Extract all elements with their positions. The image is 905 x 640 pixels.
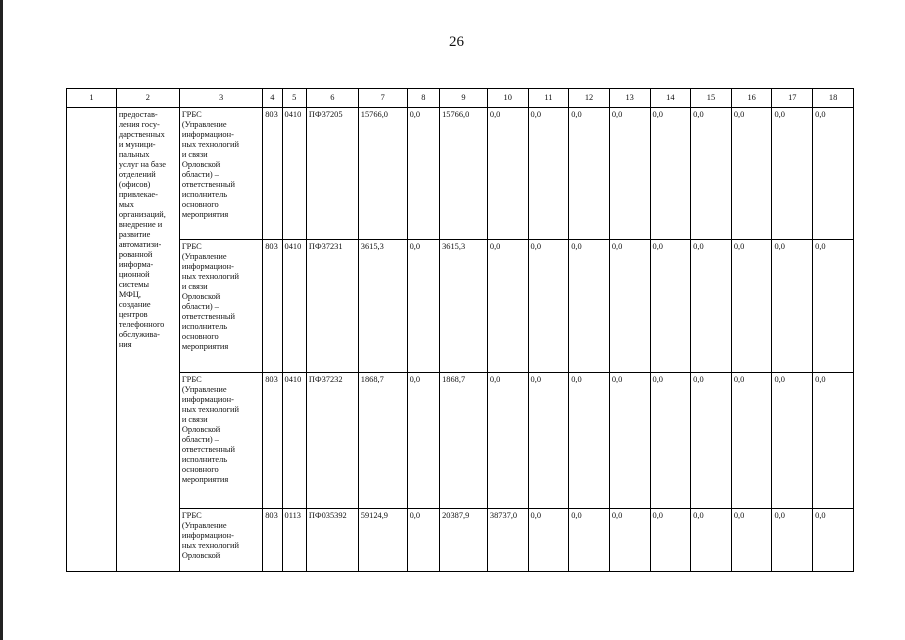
cell-col15: 0,0 — [691, 373, 732, 509]
cell-col6: ПФ37205 — [306, 108, 358, 240]
cell-col5: 0113 — [282, 509, 306, 572]
executor-text-line: информацион- — [181, 395, 234, 404]
event-description-line: автоматизи- — [118, 240, 162, 249]
event-description — [119, 110, 177, 350]
cell-col15: 0,0 — [691, 240, 732, 373]
header-cell-6: 6 — [306, 89, 358, 108]
cell-col18: 0,0 — [813, 373, 854, 509]
event-description-line: развитие — [118, 230, 151, 239]
cell-executor — [179, 240, 262, 373]
executor-text-line: и связи — [181, 415, 208, 424]
cell-col6: ПФ37231 — [306, 240, 358, 373]
event-description-line: центров — [118, 310, 148, 319]
table-row — [67, 509, 854, 572]
event-description-line: (офисов) — [118, 180, 151, 189]
header-cell-11: 11 — [528, 89, 569, 108]
executor-text — [182, 110, 260, 220]
header-cell-16: 16 — [731, 89, 772, 108]
budget-table — [66, 88, 854, 572]
event-description-line: создание — [118, 300, 151, 309]
header-cell-14: 14 — [650, 89, 691, 108]
header-cell-12: 12 — [569, 89, 610, 108]
executor-text-line: ных технологий — [181, 140, 240, 149]
cell-col5: 0410 — [282, 373, 306, 509]
executor-text-line: исполнитель — [181, 322, 228, 331]
cell-col5: 0410 — [282, 108, 306, 240]
executor-text-line: мероприятия — [181, 475, 229, 484]
executor-text-line: (Управление — [181, 252, 227, 261]
header-cell-2: 2 — [116, 89, 179, 108]
header-cell-4: 4 — [263, 89, 282, 108]
page-left-edge — [0, 0, 3, 640]
event-description-line: ления госу- — [118, 120, 160, 129]
cell-col4: 803 — [263, 509, 282, 572]
event-description-line: обслужива- — [118, 330, 160, 339]
cell-col6: ПФ035392 — [306, 509, 358, 572]
table-row — [67, 373, 854, 509]
event-description-line: телефонного — [118, 320, 165, 329]
cell-col7: 59124,9 — [358, 509, 407, 572]
cell-col9: 1868,7 — [440, 373, 488, 509]
event-description-line: внедрение и — [118, 220, 163, 229]
executor-text — [182, 242, 260, 352]
cell-col17: 0,0 — [772, 108, 813, 240]
cell-col10: 0,0 — [487, 108, 528, 240]
header-cell-8: 8 — [407, 89, 440, 108]
cell-col5: 0410 — [282, 240, 306, 373]
table-row — [67, 108, 854, 240]
header-cell-17: 17 — [772, 89, 813, 108]
executor-text-line: информацион- — [181, 531, 234, 540]
executor-text-line: ных технологий — [181, 272, 240, 281]
cell-col17: 0,0 — [772, 509, 813, 572]
cell-col9: 3615,3 — [440, 240, 488, 373]
cell-executor — [179, 108, 262, 240]
header-cell-9: 9 — [440, 89, 488, 108]
cell-col1-empty — [67, 108, 117, 572]
cell-col16: 0,0 — [731, 108, 772, 240]
event-description-line: отделений — [118, 170, 156, 179]
cell-col7: 15766,0 — [358, 108, 407, 240]
executor-text-line: ГРБС — [181, 511, 202, 520]
cell-col18: 0,0 — [813, 240, 854, 373]
event-description-line: ния — [118, 340, 132, 349]
cell-col14: 0,0 — [650, 509, 691, 572]
cell-col10: 0,0 — [487, 373, 528, 509]
cell-col18: 0,0 — [813, 108, 854, 240]
cell-executor — [179, 373, 262, 509]
executor-text-line: информацион- — [181, 262, 234, 271]
cell-col9: 15766,0 — [440, 108, 488, 240]
executor-text-line: ных технологий — [181, 405, 240, 414]
executor-text — [182, 375, 260, 485]
executor-text-line: Орловской — [181, 160, 221, 169]
event-description-line: организаций, — [118, 210, 166, 219]
executor-text-line: (Управление — [181, 385, 227, 394]
executor-text-line: основного — [181, 332, 219, 341]
header-cell-1: 1 — [67, 89, 117, 108]
table-row — [67, 240, 854, 373]
event-description-line: рованной — [118, 250, 153, 259]
cell-col11: 0,0 — [528, 373, 569, 509]
header-cell-7: 7 — [358, 89, 407, 108]
cell-col4: 803 — [263, 240, 282, 373]
cell-col11: 0,0 — [528, 509, 569, 572]
executor-text-line: области) – — [181, 170, 219, 179]
cell-col8: 0,0 — [407, 373, 440, 509]
executor-text-line: информацион- — [181, 130, 234, 139]
page-number: 26 — [449, 34, 464, 50]
cell-executor — [179, 509, 262, 572]
executor-text-line: ГРБС — [181, 242, 202, 251]
cell-col12: 0,0 — [569, 509, 610, 572]
cell-col9: 20387,9 — [440, 509, 488, 572]
header-cell-18: 18 — [813, 89, 854, 108]
event-description-line: дарственных — [118, 130, 165, 139]
cell-col12: 0,0 — [569, 108, 610, 240]
header-cell-3: 3 — [179, 89, 262, 108]
executor-text-line: Орловской — [181, 551, 221, 560]
event-description-line: информа- — [118, 260, 154, 269]
header-cell-5: 5 — [282, 89, 306, 108]
executor-text-line: ных технологий — [181, 541, 240, 550]
executor-text-line: области) – — [181, 435, 219, 444]
cell-col12: 0,0 — [569, 240, 610, 373]
cell-col10: 38737,0 — [487, 509, 528, 572]
executor-text-line: ответственный — [181, 312, 236, 321]
cell-col15: 0,0 — [691, 108, 732, 240]
cell-col13: 0,0 — [609, 240, 650, 373]
cell-col7: 3615,3 — [358, 240, 407, 373]
cell-col4: 803 — [263, 373, 282, 509]
event-description-line: привлекае- — [118, 190, 158, 199]
event-description-line: системы — [118, 280, 150, 289]
executor-text-line: (Управление — [181, 521, 227, 530]
header-cell-15: 15 — [691, 89, 732, 108]
cell-col16: 0,0 — [731, 373, 772, 509]
executor-text-line: основного — [181, 465, 219, 474]
cell-col4: 803 — [263, 108, 282, 240]
executor-text-line: основного — [181, 200, 219, 209]
cell-col13: 0,0 — [609, 509, 650, 572]
executor-text-line: Орловской — [181, 292, 221, 301]
executor-text-line: ответственный — [181, 445, 236, 454]
event-description-line: предостав- — [118, 110, 158, 119]
cell-col13: 0,0 — [609, 373, 650, 509]
event-description-line: пальных — [118, 150, 150, 159]
cell-col7: 1868,7 — [358, 373, 407, 509]
cell-col16: 0,0 — [731, 509, 772, 572]
cell-col12: 0,0 — [569, 373, 610, 509]
executor-text-line: области) – — [181, 302, 219, 311]
cell-col18: 0,0 — [813, 509, 854, 572]
event-description-line: и муници- — [118, 140, 156, 149]
cell-col11: 0,0 — [528, 108, 569, 240]
executor-text-line: ответственный — [181, 180, 236, 189]
executor-text-line: Орловской — [181, 425, 221, 434]
cell-col17: 0,0 — [772, 373, 813, 509]
cell-col11: 0,0 — [528, 240, 569, 373]
executor-text-line: и связи — [181, 282, 208, 291]
event-description-line: МФЦ, — [118, 290, 141, 299]
cell-col17: 0,0 — [772, 240, 813, 373]
executor-text-line: и связи — [181, 150, 208, 159]
cell-col10: 0,0 — [487, 240, 528, 373]
executor-text-line: мероприятия — [181, 342, 229, 351]
executor-text-line: исполнитель — [181, 455, 228, 464]
event-description-line: услуг на базе — [118, 160, 166, 169]
table-header-row — [67, 89, 854, 108]
cell-col8: 0,0 — [407, 509, 440, 572]
cell-col15: 0,0 — [691, 509, 732, 572]
cell-col14: 0,0 — [650, 373, 691, 509]
cell-col8: 0,0 — [407, 108, 440, 240]
cell-col6: ПФ37232 — [306, 373, 358, 509]
cell-event-description — [116, 108, 179, 572]
executor-text-line: мероприятия — [181, 210, 229, 219]
cell-col13: 0,0 — [609, 108, 650, 240]
header-cell-10: 10 — [487, 89, 528, 108]
cell-col14: 0,0 — [650, 240, 691, 373]
cell-col16: 0,0 — [731, 240, 772, 373]
cell-col14: 0,0 — [650, 108, 691, 240]
event-description-line: ционной — [118, 270, 150, 279]
executor-text — [182, 511, 260, 561]
cell-col8: 0,0 — [407, 240, 440, 373]
executor-text-line: (Управление — [181, 120, 227, 129]
executor-text-line: ГРБС — [181, 110, 202, 119]
executor-text-line: ГРБС — [181, 375, 202, 384]
event-description-line: мых — [118, 200, 134, 209]
header-cell-13: 13 — [609, 89, 650, 108]
executor-text-line: исполнитель — [181, 190, 228, 199]
